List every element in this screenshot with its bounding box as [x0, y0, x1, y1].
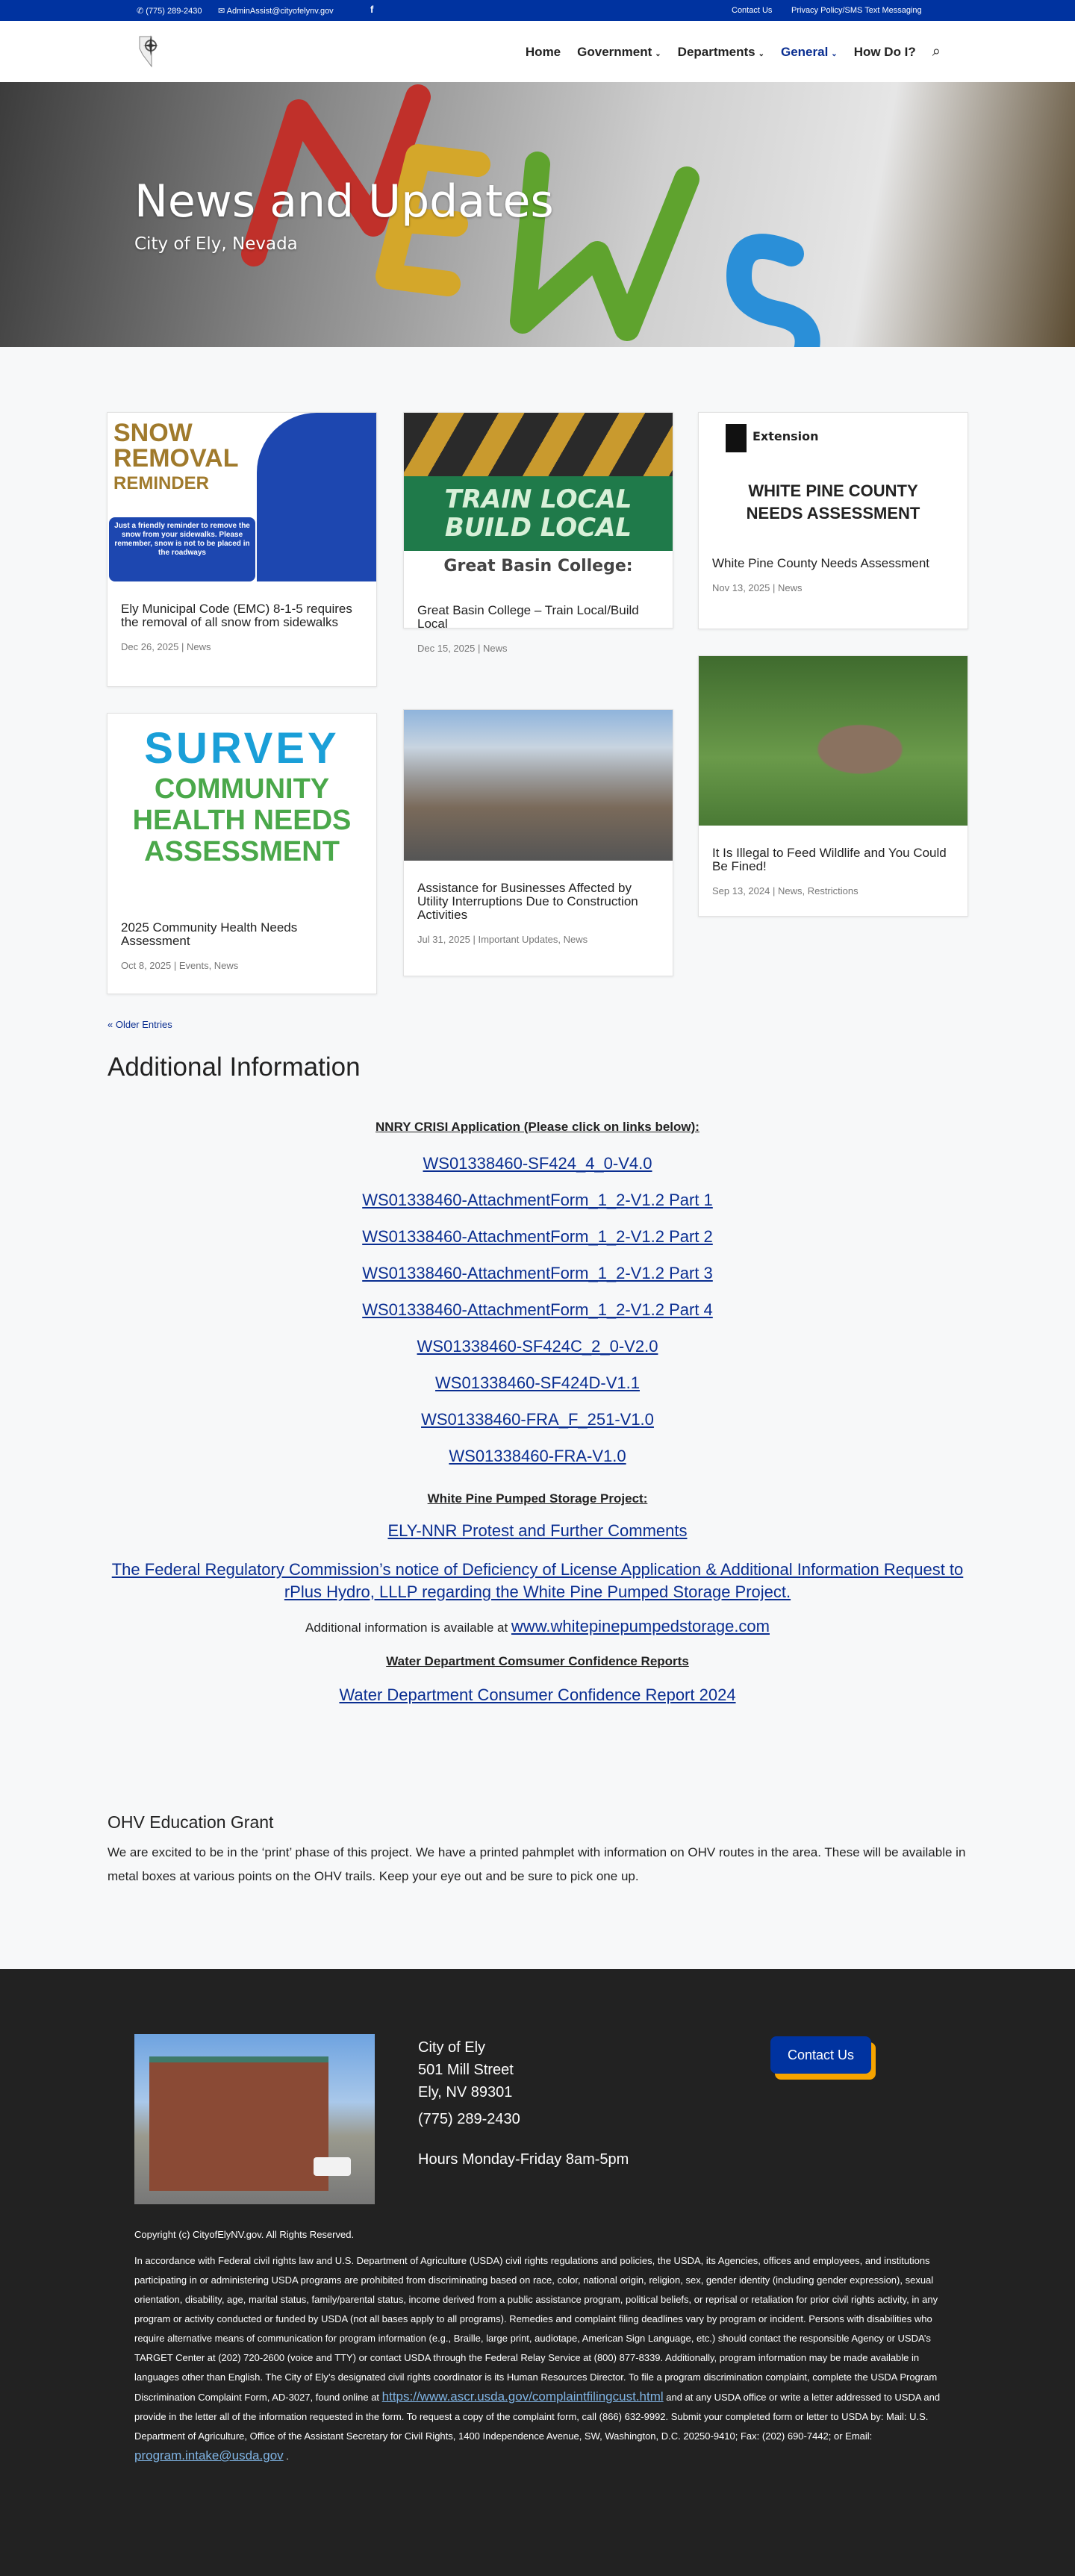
privacy-policy-link[interactable]: Privacy Policy/SMS Text Messaging — [791, 6, 922, 15]
post-image[interactable] — [404, 710, 673, 861]
post-title[interactable]: Great Basin College – Train Local/Build Local — [417, 603, 639, 631]
white-pine-site-link[interactable]: www.whitepinepumpedstorage.com — [511, 1617, 770, 1635]
city-hall-photo — [134, 2034, 375, 2204]
post-image[interactable]: SURVEY COMMUNITY HEALTH NEEDS ASSESSMENT — [108, 714, 376, 900]
white-pine-section: White Pine Pumped Storage Project: ELY-NNR Protest and Further Comments The Federal Regulatory Commission’s notice of Deficiency of License Application & Additional Information Request to rPlus Hydro, LLLP regarding the White Pine Pumped Storage Project. Additional information is available at www.whitepinepumpedstorage.com Water Department Comsumer Confidence Reports Water Department Consumer Confidence Report 2024 — [105, 1491, 970, 1705]
nnry-document-link[interactable]: WS01338460-AttachmentForm_1_2-V1.2 Part 3 — [362, 1264, 713, 1282]
chevron-down-icon: ⌄ — [655, 49, 661, 58]
contact-us-link[interactable]: Contact Us — [732, 6, 773, 15]
page-subtitle: City of Ely, Nevada — [134, 234, 298, 254]
nnry-document-link[interactable]: WS01338460-SF424C_2_0-V2.0 — [417, 1337, 658, 1356]
post-title[interactable]: Assistance for Businesses Affected by Utility Interruptions Due to Construction Activities — [417, 881, 638, 922]
post-meta: Nov 13, 2025 | News — [712, 582, 803, 593]
nav-home[interactable]: Home — [525, 44, 561, 59]
copyright: Copyright (c) CityofElyNV.gov. All Rights Reserved. — [134, 2229, 355, 2240]
post-meta: Oct 8, 2025 | Events, News — [121, 960, 239, 971]
nnry-document-link[interactable]: WS01338460-SF424_4_0-V4.0 — [423, 1154, 652, 1173]
nav-departments[interactable]: Departments ⌄ — [677, 44, 764, 59]
post-meta: Jul 31, 2025 | Important Updates, News — [417, 934, 588, 945]
ely-nnr-protest-link[interactable]: ELY-NNR Protest and Further Comments — [387, 1521, 688, 1540]
post-image[interactable]: Extension WHITE PINE COUNTY NEEDS ASSESSMENT — [699, 413, 968, 536]
nnry-document-link[interactable]: WS01338460-AttachmentForm_1_2-V1.2 Part 1 — [362, 1191, 713, 1209]
nnry-document-link[interactable]: WS01338460-SF424D-V1.1 — [435, 1373, 640, 1392]
post-card[interactable] — [107, 713, 377, 994]
facebook-icon[interactable]: f — [370, 4, 374, 15]
nav-government[interactable]: Government ⌄ — [577, 44, 661, 59]
post-card[interactable] — [403, 412, 673, 654]
nav-how-do-i[interactable]: How Do I? — [853, 44, 916, 59]
footer-hours: Hours Monday-Friday 8am-5pm — [418, 2151, 629, 2168]
usda-nondiscrimination-statement: In accordance with Federal civil rights law and U.S. Department of Agriculture (USDA) civil rights regulations and policies, the USDA, its Agencies, offices and employees, and institutions participating in or administering USDA programs are prohibited from discriminating based on race, color, national origin, religion, sex, gender identity (including gender expression), sexual orientation, disability, age, marital status, family/parental status, income derived from a public assistance program, political beliefs, or reprisal or retaliation for prior civil rights activity, in any program or activity conducted or funded by USDA (not all bases apply to all programs). Remedies and complaint filing deadlines vary by program or incident. Persons with disabilities who require alternative means of communication for program information (e.g., Braille, large print, audiotape, American Sign Language, etc.) should contact the responsible Agency or USDA’s TARGET Center at (202) 720-2600 (voice and TTY) or contact USDA through the Federal Relay Service at (800) 877-8339. Additionally, program information may be made available in languages other than English. The City of Ely’s designated civil rights coordinator is its Human Resources Director. To file a program discrimination complaint, complete the USDA Program Discrimination Complaint Form, AD-3027, found online at https://www.ascr.usda.gov/complaintfilingcust.html and at any USDA office or write a letter addressed to USDA and provide in the letter all of the information requested in the form. To request a copy of the complaint form, call (866) 632-9992. Submit your completed form or letter to USDA by: Mail: U.S. Department of Agriculture, Office of the Assistant Secretary for Civil Rights, 1400 Independence Avenue, SW, Washington, D.C. 20250-9410; Fax: (202) 690-7442; or Email: program.intake@usda.gov . — [134, 2255, 941, 2463]
post-card[interactable] — [698, 655, 968, 917]
nnry-document-link[interactable]: WS01338460-FRA_F_251-V1.0 — [421, 1410, 654, 1429]
chevron-down-icon: ⌄ — [758, 49, 764, 58]
water-heading: Water Department Comsumer Confidence Reports — [386, 1654, 689, 1668]
phone-link[interactable]: ✆ (775) 289-2430 — [137, 7, 202, 16]
post-card[interactable] — [107, 412, 377, 687]
chevron-down-icon: ⌄ — [831, 49, 838, 58]
post-meta: Dec 15, 2025 | News — [417, 643, 508, 654]
search-icon[interactable]: ⌕ — [932, 43, 941, 60]
usda-email-link[interactable]: program.intake@usda.gov — [134, 2448, 284, 2463]
hero-banner — [0, 82, 1075, 347]
nnry-document-link[interactable]: WS01338460-AttachmentForm_1_2-V1.2 Part 2 — [362, 1227, 713, 1246]
post-image[interactable]: SNOW REMOVAL REMINDER Just a friendly reminder to remove the snow from your sidewalks. Please remember, snow is not to be placed in the roadways — [108, 413, 376, 581]
nnry-document-link[interactable]: WS01338460-FRA-V1.0 — [449, 1447, 626, 1465]
nav-general[interactable]: General ⌄ — [780, 44, 838, 59]
white-pine-heading: White Pine Pumped Storage Project: — [427, 1491, 648, 1506]
ohv-heading: OHV Education Grant — [108, 1812, 274, 1832]
post-meta: Sep 13, 2024 | News, Restrictions — [712, 885, 859, 896]
site-header — [0, 21, 1075, 82]
page-title: News and Updates — [134, 175, 554, 228]
ohv-text: We are excited to be in the ‘print’ phase of this project. We have a printed pahmplet with information on OHV routes in the area. These will be available in metal boxes at various points on the OHV trails. Keep your eye out and be sure to pick one up. — [108, 1845, 966, 1883]
nnry-section — [105, 1120, 970, 1474]
post-title[interactable]: Ely Municipal Code (EMC) 8-1-5 requires the removal of all snow from sidewalks — [121, 602, 352, 629]
top-bar — [0, 0, 1075, 21]
nnry-heading: NNRY CRISI Application (Please click on links below): — [376, 1120, 699, 1134]
site-footer — [0, 1969, 1075, 2576]
main-nav — [526, 43, 941, 60]
post-title[interactable]: It Is Illegal to Feed Wildlife and You Could Be Fined! — [712, 846, 947, 873]
nnry-document-link[interactable]: WS01338460-AttachmentForm_1_2-V1.2 Part 4 — [362, 1300, 713, 1319]
additional-info-heading: Additional Information — [108, 1052, 361, 1082]
post-card[interactable] — [698, 412, 968, 629]
post-meta: Dec 26, 2025 | News — [121, 641, 211, 652]
post-title[interactable]: 2025 Community Health Needs Assessment — [121, 920, 298, 948]
complaint-filing-link[interactable]: https://www.ascr.usda.gov/complaintfilingcust.html — [381, 2389, 664, 2404]
city-logo[interactable] — [137, 34, 165, 68]
email-link[interactable]: ✉ AdminAssist@cityofelynv.gov — [218, 7, 334, 16]
footer-address: City of Ely 501 Mill Street Ely, NV 89301 (775) 289-2430 Hours Monday-Friday 8am-5pm — [418, 2036, 629, 2171]
ferc-notice-link[interactable]: The Federal Regulatory Commission’s notice of Deficiency of License Application & Additional Information Request to rPlus Hydro, LLLP regarding the White Pine Pumped Storage Project. — [111, 1560, 964, 1601]
older-entries-link[interactable]: « Older Entries — [108, 1019, 172, 1030]
post-card[interactable] — [403, 709, 673, 976]
footer-phone: (775) 289-2430 — [418, 2111, 520, 2127]
contact-us-button[interactable]: Contact Us — [770, 2036, 871, 2074]
post-image[interactable] — [699, 656, 968, 826]
post-image[interactable]: TRAIN LOCAL BUILD LOCAL Great Basin College: — [404, 413, 673, 583]
post-title[interactable]: White Pine County Needs Assessment — [712, 556, 930, 570]
water-report-link[interactable]: Water Department Consumer Confidence Report 2024 — [339, 1685, 736, 1704]
